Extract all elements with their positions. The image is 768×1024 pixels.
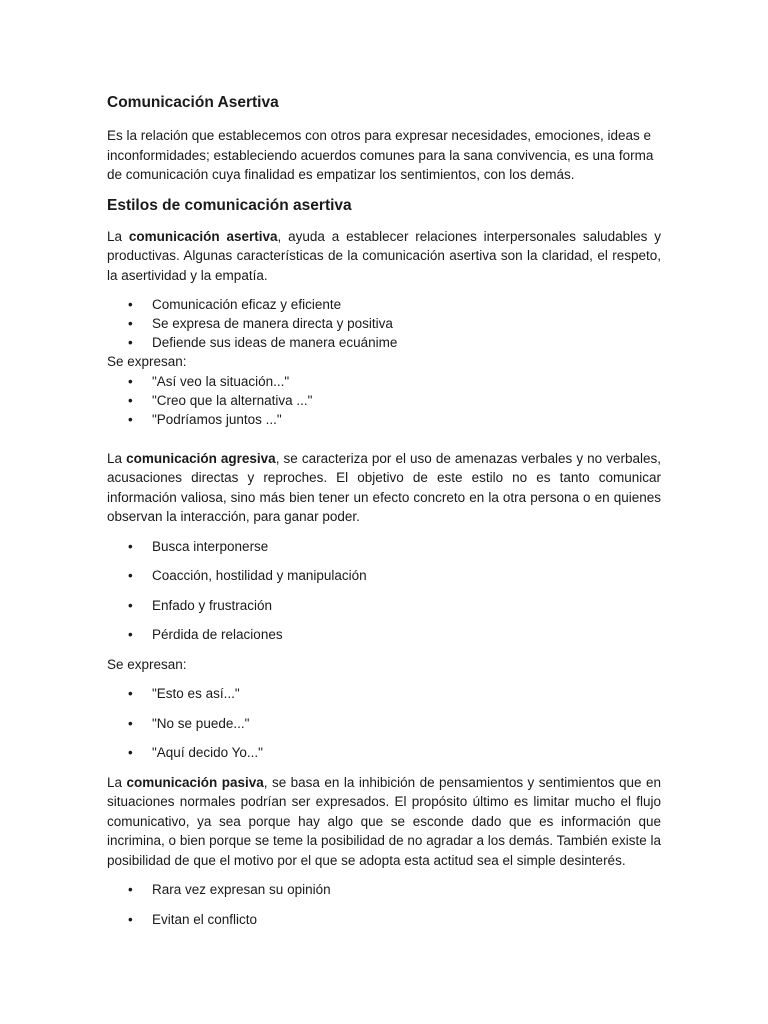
asertiva-bullet-list — [107, 295, 661, 352]
list-item: • Busca interponerse — [107, 537, 661, 557]
list-item: • Enfado y frustración — [107, 596, 661, 616]
list-item: • Se expresa de manera directa y positiva — [128, 316, 393, 331]
agresiva-paragraph — [107, 449, 661, 527]
list-item: • "Esto es así..." — [107, 684, 661, 704]
list-item: • Coacción, hostilidad y manipulación — [107, 566, 661, 586]
list-item: • Defiende sus ideas de manera ecuánime — [128, 335, 398, 350]
bullet-icon: • — [128, 568, 133, 583]
asertiva-expresan-label: Se expresan: — [107, 354, 187, 369]
asertiva-lead: La — [107, 228, 129, 244]
bullet-icon: • — [128, 373, 133, 389]
bullet-icon: • — [128, 911, 133, 927]
agresiva-expresan-label: Se expresan: — [107, 656, 187, 672]
asertiva-term: comunicación asertiva — [128, 228, 278, 244]
agresiva-rest: , se caracteriza por el uso de amenazas verbales y no verbales, acusaciones directas y reproches. El objetivo de este estilo no es tanto comunicar información valiosa, sino más bien tener un efecto concreto en la otra persona o en quienes observan la interacción, para ganar poder. — [107, 450, 661, 524]
list-item: • Comunicación eficaz y eficiente — [128, 297, 342, 312]
list-item: • Rara vez expresan su opinión — [107, 880, 661, 900]
list-item: • "Aquí decido Yo..." — [107, 743, 661, 763]
bullet-icon: • — [128, 316, 133, 331]
asertiva-rest: , ayuda a establecer relaciones interpersonales saludables y productivas. Algunas características de la comunicación asertiva son la claridad, el respeto, la asertividad y la empatía. — [107, 228, 661, 283]
bullet-icon: • — [128, 745, 133, 760]
section-title: Estilos de comunicación asertiva — [107, 196, 352, 214]
bullet-icon: • — [128, 392, 133, 408]
pasiva-term: comunicación pasiva — [126, 774, 264, 790]
bullet-icon: • — [128, 715, 133, 731]
list-item: • "Creo que la alternativa ..." — [128, 392, 313, 408]
agresiva-phrase-list — [107, 684, 661, 763]
list-item: • "Así veo la situación..." — [128, 373, 290, 389]
bullet-icon: • — [128, 411, 133, 427]
pasiva-rest: , se basa en la inhibición de pensamientos y sentimientos que en situaciones normales podrían ser expresados. El propósito último es limitar mucho el flujo comunicativo, ya sea porque hay algo que se esconde dado que es información que incrimina, o bien porque se teme la posibilidad de no agradar a los demás. También existe la posibilidad de que el motivo por el que se adopta esta actitud sea el simple desinterés. — [107, 774, 661, 868]
bullet-icon: • — [128, 882, 133, 897]
bullet-icon: • — [128, 335, 133, 350]
bullet-icon: • — [128, 538, 133, 554]
agresiva-term: comunicación agresiva — [126, 450, 276, 466]
agresiva-lead: La — [107, 450, 127, 466]
pasiva-bullet-list — [107, 880, 661, 929]
list-item: • Evitan el conflicto — [107, 910, 661, 930]
bullet-icon: • — [128, 627, 133, 642]
intro-paragraph: Es la relación que establecemos con otros para expresar necesidades, emociones, ideas e inconformidades; estableciendo acuerdos comunes para la sana convivencia, es una forma de comunicación cuya finalidad es empatizar los sentimientos, con los demás. — [107, 128, 654, 182]
list-item: • "Podríamos juntos ..." — [128, 411, 282, 427]
pasiva-lead: La — [107, 774, 127, 790]
list-item: • "No se puede..." — [107, 714, 661, 734]
bullet-icon: • — [128, 597, 133, 613]
bullet-icon: • — [128, 686, 133, 701]
asertiva-phrase-list — [107, 372, 661, 429]
bullet-icon: • — [128, 297, 133, 312]
asertiva-paragraph — [107, 227, 661, 286]
agresiva-bullet-list — [107, 537, 661, 645]
pasiva-paragraph — [107, 773, 661, 871]
list-item: • Pérdida de relaciones — [107, 625, 661, 645]
page-title: Comunicación Asertiva — [107, 94, 279, 111]
